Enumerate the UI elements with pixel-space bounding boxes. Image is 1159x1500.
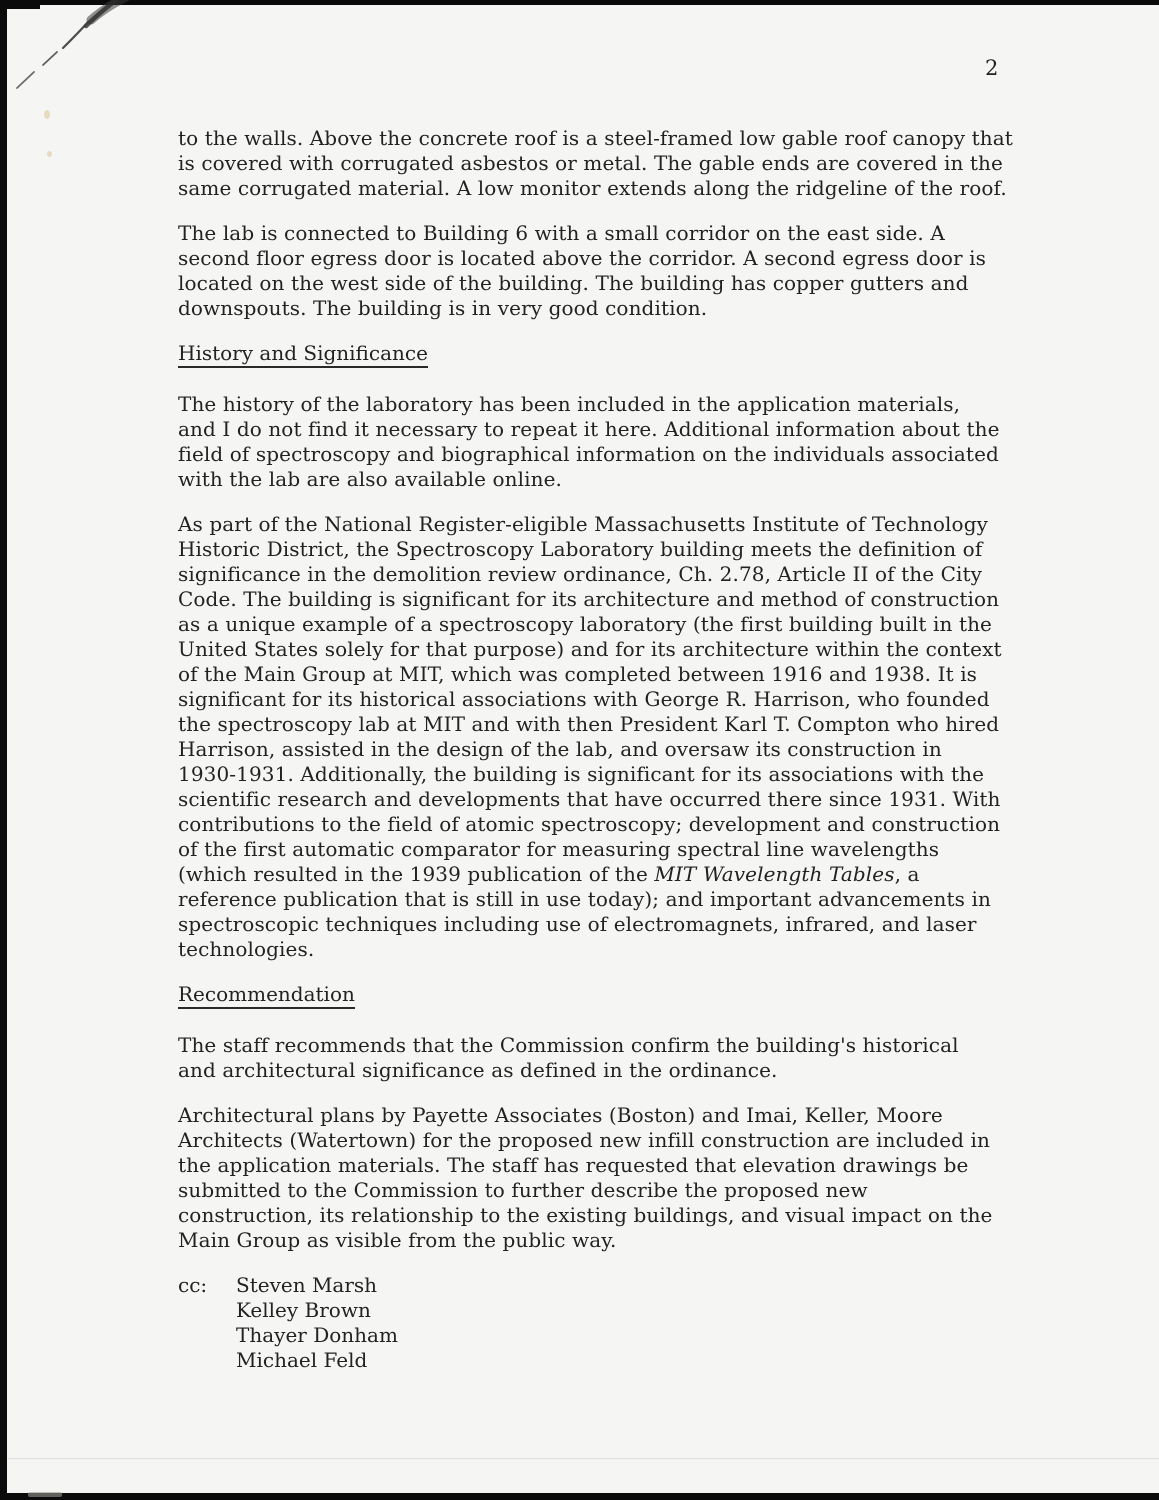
scan-artifact-line (8, 1458, 1159, 1459)
cc-name: Michael Feld (236, 1348, 368, 1372)
text-line: spectroscopic techniques including use of electromagnets, infrared, and laser (178, 912, 977, 936)
scan-edge-top (0, 0, 1159, 5)
cc-name: Steven Marsh (236, 1273, 378, 1297)
body-paragraph (178, 392, 1028, 492)
text-line: to the walls. Above the concrete roof is a steel-framed low gable roof canopy that (178, 126, 1013, 150)
pen-scratch-mark (0, 0, 160, 120)
text-line: of the first automatic comparator for measuring spectral line wavelengths (178, 837, 940, 861)
page-number: 2 (985, 56, 999, 80)
text-line: located on the west side of the building. The building has copper gutters and (178, 271, 969, 295)
cc-block (178, 1273, 1028, 1373)
text-line: technologies. (178, 937, 315, 961)
text-line: Main Group as visible from the public way. (178, 1228, 617, 1252)
text-line: Historic District, the Spectroscopy Laboratory building meets the definition of (178, 537, 983, 561)
text-line: submitted to the Commission to further describe the proposed new (178, 1178, 868, 1202)
text-line: The lab is connected to Building 6 with a small corridor on the east side. A (178, 221, 945, 245)
text-line: United States solely for that purpose) and for its architecture within the context (178, 637, 1002, 661)
text-segment: (which resulted in the 1939 publication of the (178, 862, 655, 886)
text-line: of the Main Group at MIT, which was completed between 1916 and 1938. It is (178, 662, 978, 686)
text-line: 1930-1931. Additionally, the building is significant for its associations with the (178, 762, 985, 786)
cc-label: cc: (178, 1273, 208, 1297)
body-paragraph (178, 1103, 1028, 1253)
text-line: field of spectroscopy and biographical information on the individuals associated (178, 442, 999, 466)
text-line: as a unique example of a spectroscopy laboratory (the first building built in the (178, 612, 992, 636)
text-line: Architectural plans by Payette Associates (Boston) and Imai, Keller, Moore (178, 1103, 943, 1127)
body-paragraph (178, 512, 1028, 962)
paper-stain-speck (44, 110, 50, 119)
text-line: significant for its historical associations with George R. Harrison, who founded (178, 687, 990, 711)
text-line: and I do not find it necessary to repeat it here. Additional information about the (178, 417, 1000, 441)
text-line: construction, its relationship to the existing buildings, and visual impact on the (178, 1203, 993, 1227)
cc-name: Thayer Donham (236, 1323, 398, 1347)
text-line: Architects (Watertown) for the proposed new infill construction are included in (178, 1128, 991, 1152)
scan-smudge (28, 1492, 62, 1497)
text-line: Code. The building is significant for its architecture and method of construction (178, 587, 1000, 611)
text-line: with the lab are also available online. (178, 467, 562, 491)
text-line: As part of the National Register-eligible Massachusetts Institute of Technology (178, 512, 988, 536)
text-line: second floor egress door is located above the corridor. A second egress door is (178, 246, 987, 270)
cc-name: Kelley Brown (236, 1298, 371, 1322)
text-line: is covered with corrugated asbestos or metal. The gable ends are covered in the (178, 151, 1003, 175)
scan-edge-bottom (0, 1493, 1159, 1500)
scan-edge-left (0, 0, 7, 1500)
section-heading (178, 341, 1028, 368)
text-line (178, 862, 1028, 887)
text-line: downspouts. The building is in very good condition. (178, 296, 708, 320)
text-line: contributions to the field of atomic spectroscopy; development and construction (178, 812, 1001, 836)
text-line: significance in the demolition review ordinance, Ch. 2.78, Article II of the City (178, 562, 983, 586)
section-heading-text: Recommendation (178, 982, 355, 1009)
text-line: reference publication that is still in use today); and important advancements in (178, 887, 991, 911)
text-line: The history of the laboratory has been included in the application materials, (178, 392, 961, 416)
text-line: scientific research and developments that have occurred there since 1931. With (178, 787, 1001, 811)
text-line: same corrugated material. A low monitor extends along the ridgeline of the roof. (178, 176, 1007, 200)
italic-text: MIT Wavelength Tables (654, 862, 895, 886)
text-line: and architectural significance as defined in the ordinance. (178, 1058, 778, 1082)
document-body (178, 126, 1028, 1373)
text-line: the spectroscopy lab at MIT and with then President Karl T. Compton who hired (178, 712, 1000, 736)
body-paragraph (178, 221, 1028, 321)
paper-stain-speck (47, 151, 52, 157)
text-line: Harrison, assisted in the design of the lab, and oversaw its construction in (178, 737, 942, 761)
cc-name-list (236, 1273, 398, 1373)
body-paragraph (178, 1033, 1028, 1083)
section-heading (178, 982, 1028, 1009)
section-heading-text: History and Significance (178, 341, 428, 368)
text-line: the application materials. The staff has requested that elevation drawings be (178, 1153, 969, 1177)
text-line: The staff recommends that the Commission confirm the building's historical (178, 1033, 959, 1057)
body-paragraph (178, 126, 1028, 201)
text-segment: , a (894, 862, 920, 886)
